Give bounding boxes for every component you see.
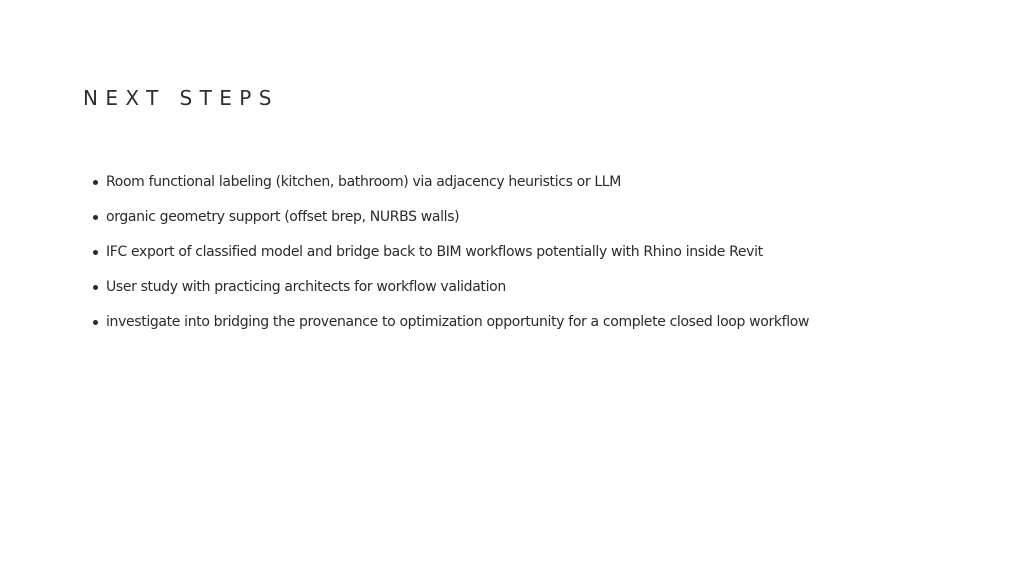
list-item	[93, 170, 993, 205]
list-item	[93, 240, 993, 275]
bullet-text: IFC export of classified model and bridge back to BIM workflows potentially with Rhino inside Revit	[106, 244, 763, 260]
bullet-text: Room functional labeling (kitchen, bathroom) via adjacency heuristics or LLM	[106, 174, 621, 190]
list-item	[93, 205, 993, 240]
bullet-list	[93, 170, 993, 345]
bullet-point-icon	[93, 250, 98, 255]
list-item	[93, 275, 993, 310]
bullet-point-icon	[93, 320, 98, 325]
bullet-point-icon	[93, 180, 98, 185]
list-item	[93, 310, 993, 345]
bullet-text: organic geometry support (offset brep, NURBS walls)	[106, 209, 460, 225]
bullet-text: investigate into bridging the provenance to optimization opportunity for a complete closed loop workflow	[106, 314, 810, 330]
bullet-text: User study with practicing architects for workflow validation	[106, 279, 506, 295]
bullet-point-icon	[93, 215, 98, 220]
bullet-point-icon	[93, 285, 98, 290]
slide-title: NEXT STEPS	[83, 86, 279, 110]
